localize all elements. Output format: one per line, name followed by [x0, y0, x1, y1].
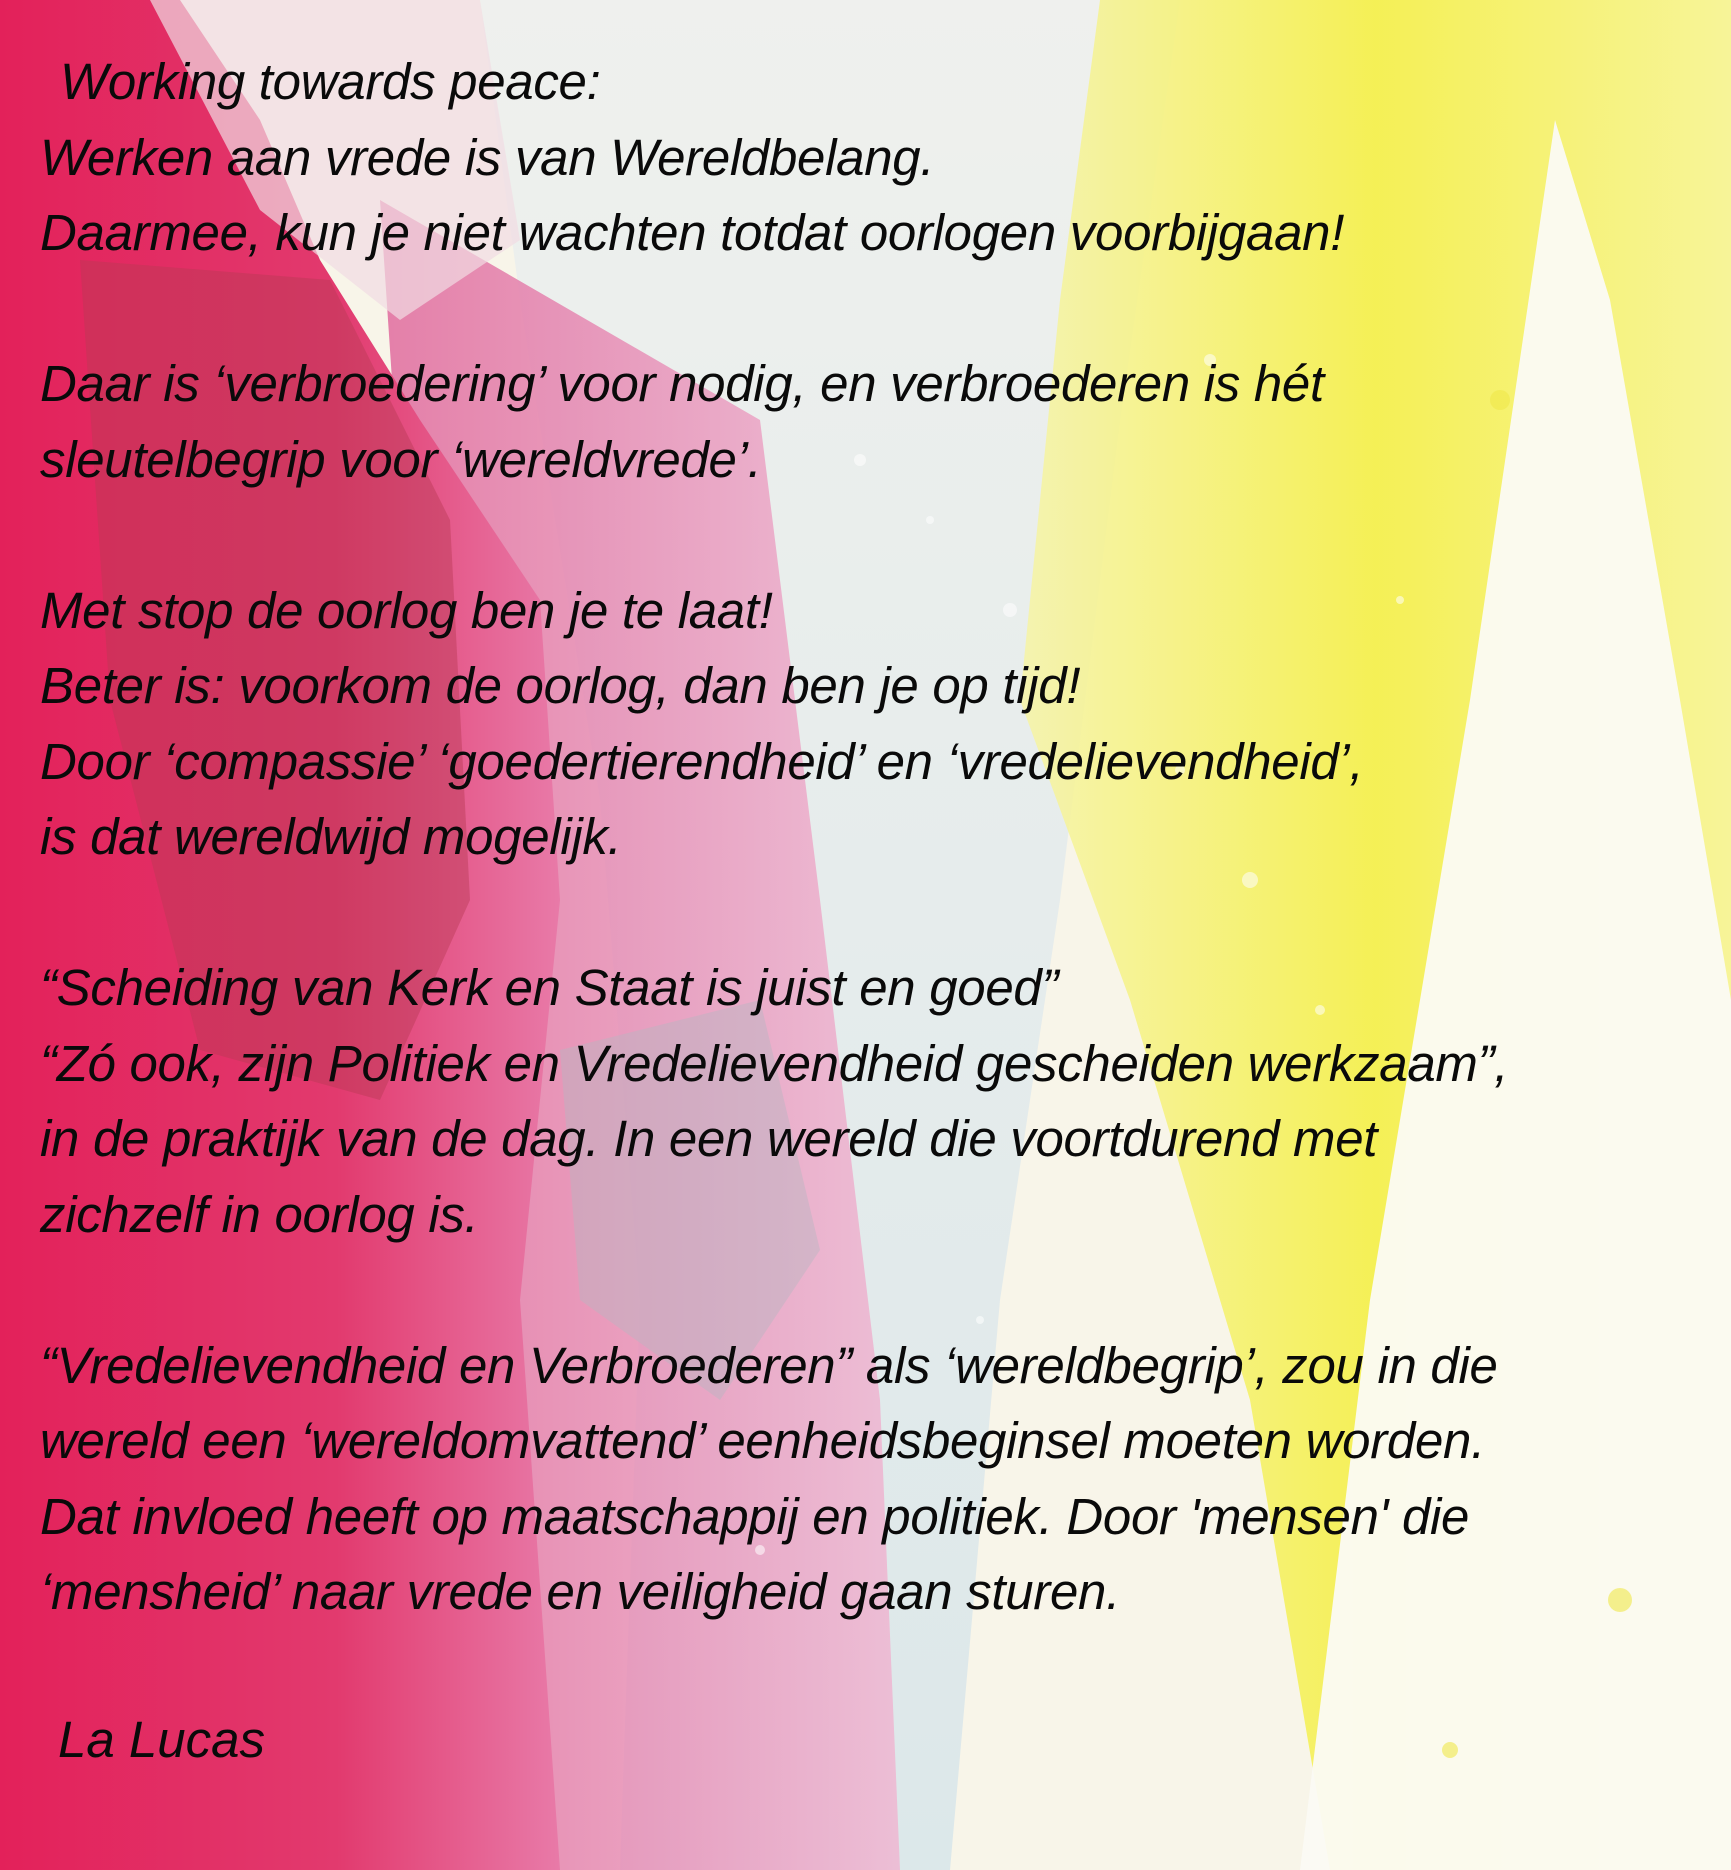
stanza-gap	[40, 271, 1720, 347]
author-signature: La Lucas	[58, 1711, 265, 1768]
poem-line: Daar is ‘verbroedering’ voor nodig, en verbroederen is hét	[40, 355, 1324, 412]
poem-line: Daarmee, kun je niet wachten totdat oorlogen voorbijgaan!	[40, 204, 1345, 261]
poem-line: “Zó ook, zijn Politiek en Vredelievendheid gescheiden werkzaam”,	[40, 1034, 1509, 1092]
poem-line: zichzelf in oorlog is.	[40, 1185, 479, 1243]
poem-line: Met stop de oorlog ben je te laat!	[40, 581, 773, 639]
poem-line: in de praktijk van de dag. In een wereld die voortdurend met	[40, 1110, 1378, 1167]
poem-line: “Vredelievendheid en Verbroederen” als ‘wereldbegrip’, zou in die	[40, 1336, 1498, 1394]
poem-line: ‘mensheid’ naar vrede en veiligheid gaan sturen.	[40, 1563, 1120, 1620]
poem-line: is dat wereldwijd mogelijk.	[40, 808, 622, 865]
stanza-gap	[40, 875, 1720, 951]
poem-text	[40, 44, 1720, 1630]
poem-line: Beter is: voorkom de oorlog, dan ben je op tijd!	[40, 657, 1081, 714]
poem-line: Door ‘compassie’ ‘goedertierendheid’ en ‘vredelievendheid’,	[40, 732, 1364, 790]
poem-line: sleutelbegrip voor ‘wereldvrede’.	[40, 430, 762, 488]
poem-title: Working towards peace:	[60, 53, 601, 110]
poem-line: Werken aan vrede is van Wereldbelang.	[40, 128, 935, 186]
stanza-gap	[40, 1252, 1720, 1328]
poem-line: Dat invloed heeft op maatschappij en politiek. Door 'mensen' die	[40, 1487, 1470, 1545]
poem-line: “Scheiding van Kerk en Staat is juist en goed”	[40, 959, 1059, 1016]
poem-line: wereld een ‘wereldomvattend’ eenheidsbeginsel moeten worden.	[40, 1412, 1485, 1469]
stanza-gap	[40, 497, 1720, 573]
